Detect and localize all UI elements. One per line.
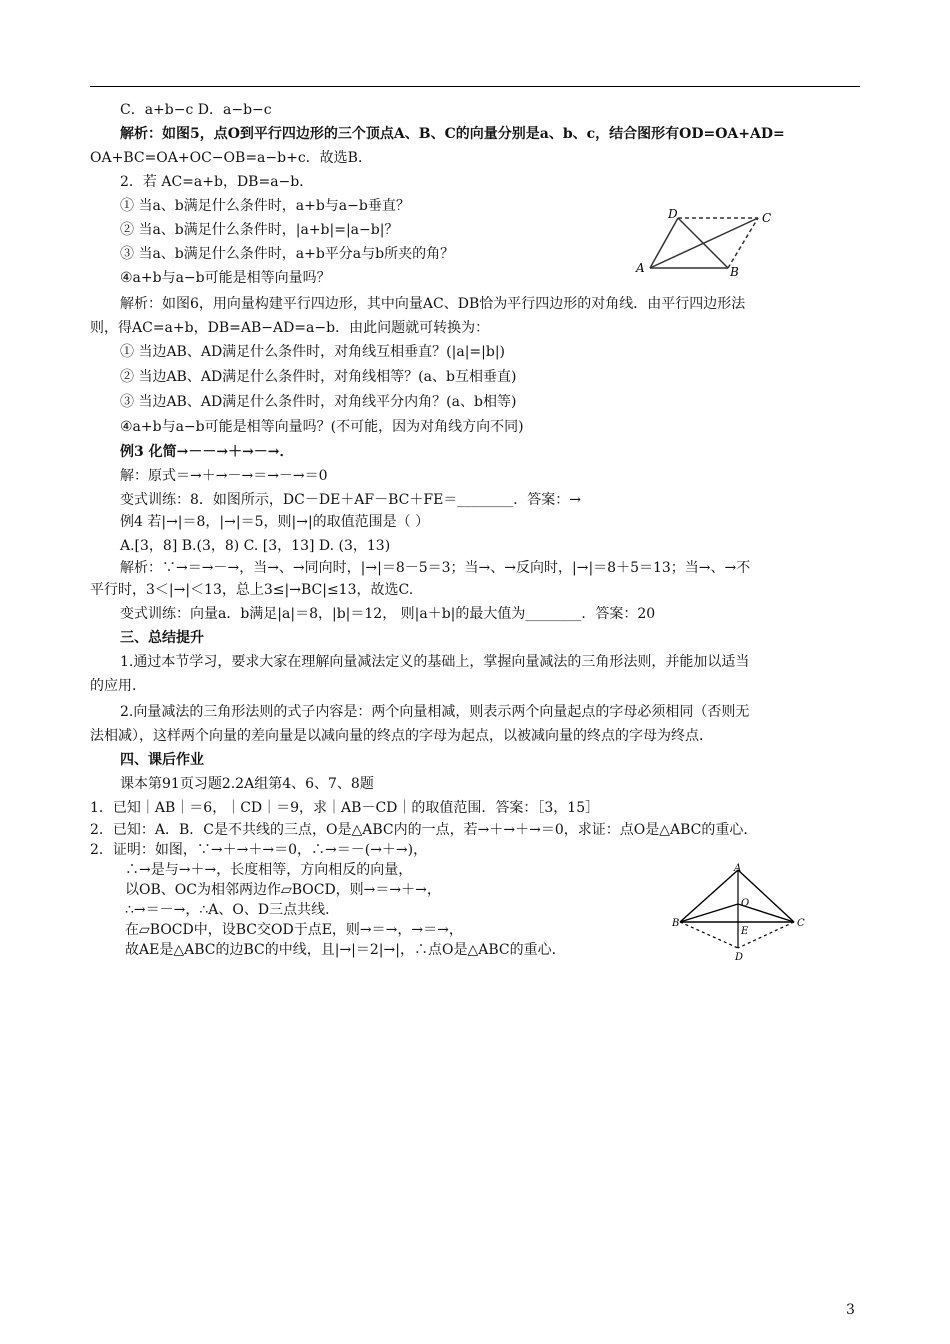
fig-tri-label-d: D <box>735 952 744 962</box>
fig6-label-d: D <box>668 207 678 221</box>
variant-training-2: 变式训练：向量a．b满足|a|＝8，|b|＝12， 则|a＋b|的最大值为________．答案：20 <box>120 606 656 622</box>
sub-question-1: ① 当a、b满足什么条件时，a+b与a−b垂直？ <box>120 198 410 214</box>
homework-line: 课本第91页习题2.2A组第4、6、7、8题 <box>120 776 374 792</box>
proof-line-3: 以OB、OC为相邻两边作▱BOCD，则→＝→＋→， <box>125 882 441 898</box>
triangle-figure <box>672 862 814 962</box>
proof-line-5: 在▱BOCD中，设BC交OD于点E，则→＝→，→＝→， <box>125 922 463 938</box>
fig-tri-label-b: B <box>672 918 680 929</box>
answer-3: ③ 当边AB、AD满足什么条件时，对角线平分内角？(a、b相等) <box>120 394 517 410</box>
example-3: 例3 化简→－－→＋→－→． <box>120 444 294 460</box>
summary-2a: 2.向量减法的三角形法则的式子内容是：两个向量相减，则表示两个向量起点的字母必须相同（否则无 <box>120 704 750 720</box>
answer-4: ④a+b与a−b可能是相等向量吗？(不可能，因为对角线方向不同) <box>120 419 524 435</box>
variant-training-1: 变式训练：8．如图所示，DC－DE＋AF－BC＋FE＝________．答案：→ <box>120 492 582 508</box>
proof-line-2: ∴→是与→＋→，长度相等，方向相反的向量， <box>125 862 413 878</box>
proof-line-1: 2．证明：如图，∵→＋→＋→＝0，∴→＝－(→＋→)， <box>90 842 428 858</box>
analysis-line-3: 解析：如图6，用向量构建平行四边形，其中向量AC、DB恰为平行四边形的对角线．由平行四边形法 <box>120 296 746 312</box>
fig-tri-label-o: O <box>741 898 750 909</box>
analysis-line-4: 则，得AC=a+b，DB=AB−AD=a−b．由此问题就可转换为： <box>90 320 490 336</box>
fig6-label-c: C <box>762 211 772 225</box>
fig-tri-label-a: A <box>734 863 742 874</box>
header-rule <box>90 86 860 87</box>
summary-1a: 1.通过本节学习，要求大家在理解向量减法定义的基础上，掌握向量减法的三角形法则，并能加以适当 <box>120 654 750 670</box>
answer-2: ② 当边AB、AD满足什么条件时，对角线相等？(a、b互相垂直) <box>120 369 517 385</box>
proof-line-6: 故AE是△ABC的边BC的中线，且|→|＝2|→|，∴点O是△ABC的重心． <box>125 942 566 958</box>
sub-question-2: ② 当a、b满足什么条件时，|a+b|=|a−b|？ <box>120 222 399 238</box>
summary-1b: 的应用． <box>90 678 146 694</box>
sub-question-4: ④a+b与a−b可能是相等向量吗？ <box>120 270 331 286</box>
section-3-heading: 三、总结提升 <box>120 630 204 646</box>
fig6-label-b: B <box>730 265 739 279</box>
example-4-options: A.[3，8] B.(3，8) C. [3，13] D. (3，13) <box>120 538 391 554</box>
analysis-line-2: OA+BC=OA+OC−OB=a−b+c．故选B． <box>90 150 372 166</box>
proof-line-4: ∴→＝－→，∴A、O、D三点共线． <box>125 902 340 918</box>
parallelogram-figure <box>632 206 782 282</box>
section-4-heading: 四、课后作业 <box>120 752 204 768</box>
sub-question-3: ③ 当a、b满足什么条件时，a+b平分a与b所夹的角？ <box>120 246 455 262</box>
options-line: C．a+b−c D．a−b−c <box>120 102 272 118</box>
question-2: 2．若 AC=a+b，DB=a−b． <box>120 174 314 190</box>
fig-tri-label-c: C <box>797 918 805 929</box>
example-4: 例4 若|→|＝8，|→|＝5，则|→|的取值范围是（ ） <box>120 514 430 530</box>
example-4-analysis-2: 平行时，3＜|→|＜13，总上3≤|→BC|≤13，故选C. <box>90 582 414 598</box>
exercise-1: 1．已知｜AB｜＝6，｜CD｜＝9，求｜AB－CD｜的取值范围．答案：［3，15］ <box>90 800 600 816</box>
summary-2b: 法相减），这样两个向量的差向量是以减向量的终点的字母为起点，以被减向量的终点的字母为终点． <box>90 728 713 744</box>
example-4-analysis-1: 解析：∵→＝→－→，当→、→同向时，|→|＝8－5＝3；当→、→反向时，|→|＝8＋5＝13；当→、→不 <box>120 560 751 576</box>
answer-1: ① 当边AB、AD满足什么条件时，对角线互相垂直？(|a|=|b|) <box>120 344 506 360</box>
exercise-2: 2．已知：A．B．C是不共线的三点，O是△ABC内的一点，若→＋→＋→＝0，求证：点O是△ABC的重心． <box>90 822 758 838</box>
example-3-solution: 解：原式＝→＋→－→＝→－→＝0 <box>120 468 328 484</box>
fig-tri-label-e: E <box>741 926 749 937</box>
page-number: 3 <box>846 1302 855 1318</box>
analysis-line-1: 解析：如图5，点O到平行四边形的三个顶点A、B、C的向量分别是a、b、c，结合图形有OD=OA+AD= <box>120 126 785 142</box>
fig6-label-a: A <box>636 261 645 275</box>
